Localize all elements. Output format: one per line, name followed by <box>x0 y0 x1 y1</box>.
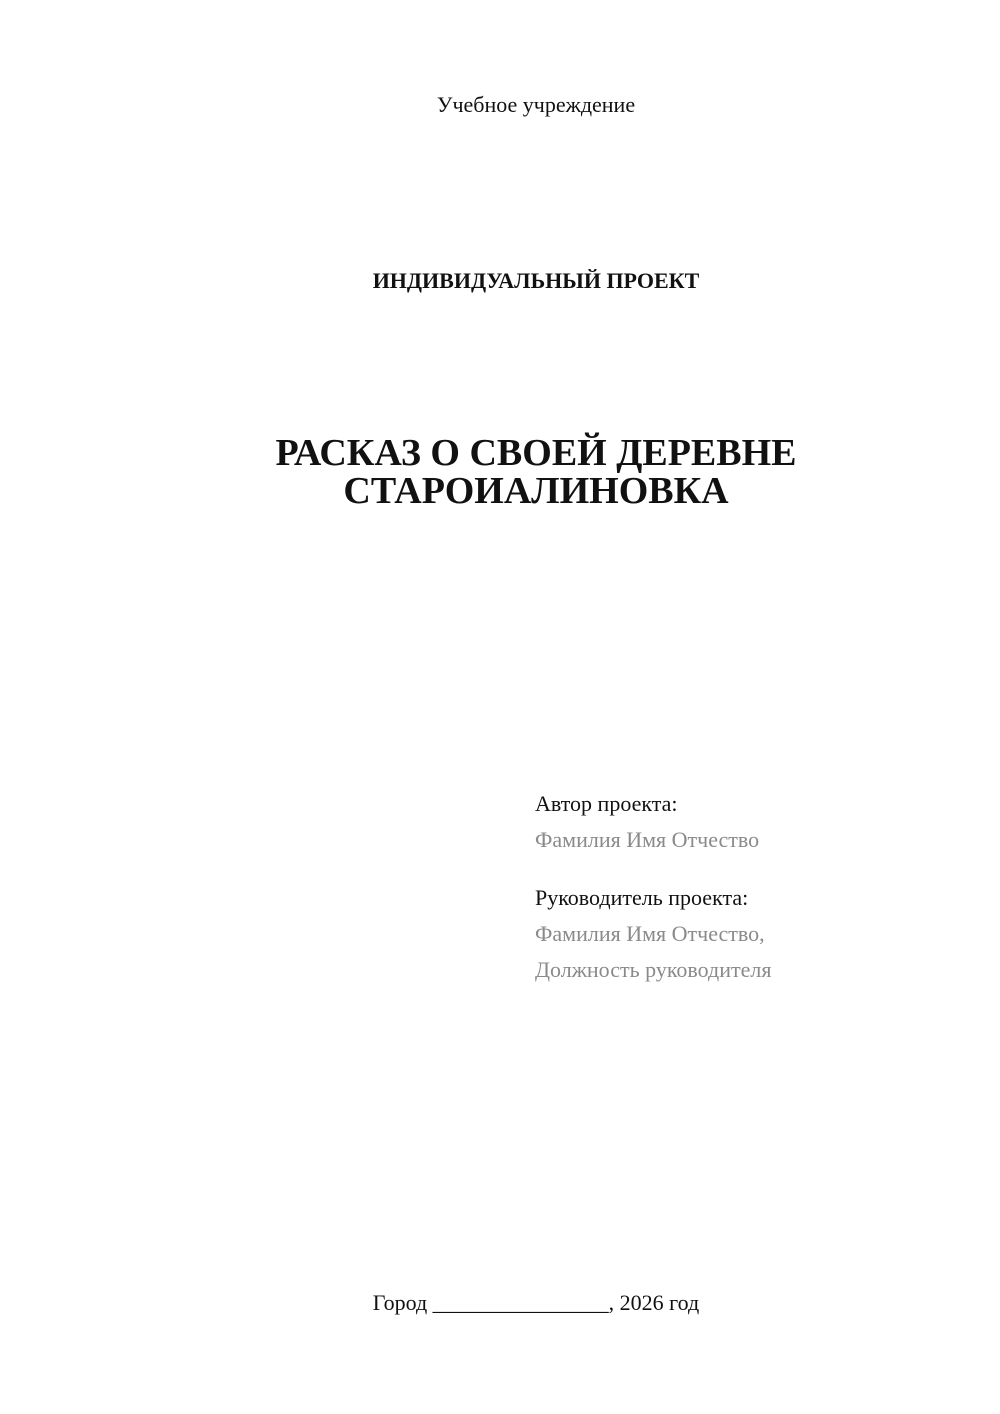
author-label: Автор проекта: <box>535 791 678 816</box>
project-title-line-1: РАСКАЗ О СВОЕЙ ДЕРЕВНЕ <box>275 432 797 474</box>
supervisor-position: Должность руководителя <box>535 957 772 982</box>
project-title <box>0 434 1000 510</box>
author-name: Фамилия Имя Отчество <box>535 827 760 852</box>
project-title-line-2: СТАРОИАЛИНОВКА <box>343 470 729 512</box>
city-year-footer: Город ________________, 2026 год <box>372 1290 700 1315</box>
signature-spacer <box>535 858 975 880</box>
document-type: ИНДИВИДУАЛЬНЫЙ ПРОЕКТ <box>372 268 700 293</box>
supervisor-label: Руководитель проекта: <box>535 885 749 910</box>
supervisor-name: Фамилия Имя Отчество, <box>535 921 765 946</box>
signature-block <box>535 786 975 988</box>
institution-name: Учебное учреждение <box>436 92 636 117</box>
